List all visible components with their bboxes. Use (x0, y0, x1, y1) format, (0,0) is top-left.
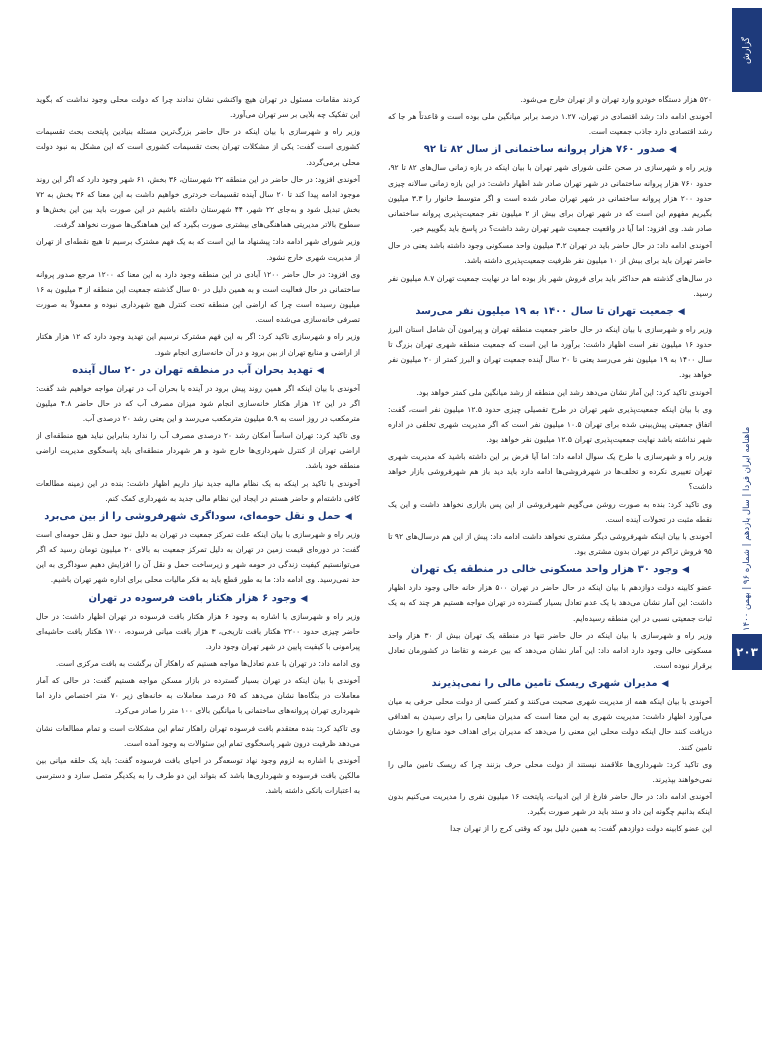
heading-arrow-icon: ◀ (677, 306, 685, 317)
paragraph: وی تاکید کرد: بنده به صورت روشن می‌گویم شهرفروشی از این پس بازاری نخواهد داشت و این یک نقطه مثبت در تحولات آینده است. (388, 499, 712, 524)
paragraph: آخوندی با اشاره به لزوم وجود نهاد توسعه‌گر در احیای بافت فرسوده گفت: باید یک حلقه میانی بین مالکین بافت فرسوده و شهرداری‌ها باشد که بتواند این دو طرف را به یکدیگر متصل سازد و دسترسی به اعتبارات بانکی داشته باشد. (36, 755, 360, 796)
paragraph: این عضو کابینه دولت دوازدهم گفت: به همین دلیل بود که وقتی کرج را از تهران جدا (450, 824, 712, 834)
paragraph: آخوندی افزود: در حال حاضر در این منطقه ۲۲ شهرستان، ۳۶ بخش، ۶۱ شهر وجود دارد که اگر این روند موجود ادامه پیدا کند تا ۲۰ سال آینده تقسیمات خردتری خواهیم داشت به این معنا که ۳۶ بخش به ۷۲ بخش تبدیل شود و به‌جای ۲۲ شهر، ۴۴ شهرستان داشته باشیم در این صورت باید بین این بخش‌ها و سطوح بالاتر مدیریتی هماهنگی‌های بیشتری صورت بگیرد که این هماهنگی‌ها صورت نخواهد گرفت. (36, 174, 360, 230)
paragraph: آخوندی ادامه داد: رشد اقتصادی در تهران، ۱.۲۷ درصد برابر میانگین ملی بوده است و قاعدتاً هر جا که رشد اقتصادی دارد جاذب جمعیت است. (388, 112, 712, 137)
section-heading-text: تهدید بحران آب در منطقه تهران در ۲۰ سال آینده (72, 364, 313, 376)
section-heading-text: حمل و نقل حومه‌ای، سوداگری شهرفروشی را از بین می‌برد (44, 510, 341, 522)
paragraph: آخوندی با بیان اینکه در تهران بسیار گسترده در بازار مسکن مواجه هستیم گفت: در حالی که آمار معاملات در بنگاه‌ها نشان می‌دهد که ۶۵ درصد معاملات به خانه‌های زیر ۷۰ متر اختصاص دارد اما شهرداری تهران پروانه‌های ساختمانی با میانگین بالای ۱۰۰ متر را صادر می‌کرد. (36, 676, 360, 716)
section-heading-text: صدور ۷۶۰ هزار پروانه ساختمانی از سال ۸۲ تا ۹۲ (423, 144, 666, 156)
heading-arrow-icon: ◀ (344, 511, 352, 522)
paragraph: آخوندی با بیان اینکه همه از مدیریت شهری صحبت می‌کنند و کمتر کسی از دولت محلی حرفی به میان می‌آورد اظهار داشت: مدیریت شهری به این معنا است که مدیران منابعی را برای رسیدن به اهدافی دریافت کنند حال اینکه دولت محلی این معنی را می‌دهد که مدیران برای اهداف خود منابع را خودشان تامین کنند. (388, 697, 712, 752)
section-heading (388, 561, 712, 579)
paragraph: وزیر راه و شهرسازی با بیان اینکه در حال حاضر جمعیت منطقه تهران و پیرامون آن شامل استان البرز حدود ۱۶ میلیون نفر است اظهار داشت: برآورد ما این است که جمعیت منطقه شهری تهران بزرگ تا سال ۱۴۰۰ به ۱۹ میلیون نفر می‌رسد یعنی تا ۲۰ سال آینده جمعیت تهران و البرز کمتر از ۲۰ میلیون نفر خواهد بود. (388, 324, 712, 380)
section-heading (388, 675, 712, 693)
paragraph: وزیر راه و شهرسازی در صحن علنی شورای شهر تهران با بیان اینکه در بازه زمانی سال‌های ۸۲ تا ۹۲، حدود ۷۶۰ هزار پروانه ساختمانی در شهر تهران صادر شد اظهار داشت: در این بازه زمانی سالانه چیزی حدود ۲۰۰ هزار پروانه ساختمانی در شهر تهران صادر شده است و اگر متوسط خانوار را ۳.۳ میلیون بگیریم مفهوم این است که در شهر تهران برای بیش از ۲ میلیون نفر جمعیت‌پذیری پروانه ساختمانی صادر شد. وی افزود: اما آیا در واقعیت جمعیت شهر تهران رشد داشت؟ در پاسخ باید بگوییم خیر. (388, 163, 712, 234)
paragraph: ۵۲۰ هزار دستگاه خودرو وارد تهران و از تهران خارج می‌شود. (520, 95, 712, 104)
paragraph: وزیر راه و شهرسازی با بیان اینکه در حال حاضر تنها در منطقه یک تهران بیش از ۳۰ هزار واحد مسکونی خالی وجود دارد ادامه داد: این آمار نشان می‌دهد که بین عرضه و تقاضا در کشورمان تعادل برقرار نبوده است. (388, 630, 712, 670)
paragraph: کردند مقامات مسئول در تهران هیچ واکنشی نشان ندادند چرا که دولت محلی وجود نداشت که بگوید این تفکیک چه بلایی بر سر تهران می‌آورد. (36, 95, 360, 120)
paragraph: عضو کابینه دولت دوازدهم با بیان اینکه در حال حاضر در تهران ۵۰۰ هزار خانه خالی وجود دارد اظهار داشت: این آمار نشان می‌دهد با یک عدم تعادل بسیار گسترده در تهران مواجه هستیم هر چند که به یک ثبات جمعیتی نسبی در این منطقه رسیده‌ایم. (388, 583, 712, 623)
paragraph: وزیر راه و شهرسازی با اشاره به وجود ۶ هزار هکتار بافت فرسوده در تهران اظهار داشت: در حال حاضر چیزی حدود ۲۲۰۰ هکتار بافت تاریخی، ۳ هزار بافت میانی فرسوده، ۱۷۰۰ هکتار بافت حاشیه‌ای پیرامونی با کیفیت پایین در شهر تهران وجود دارد. (36, 611, 360, 651)
issue-info: ماهنامه ایران فردا | سال یازدهم | شماره ۹۶ | بهمن ۱۴۰۰ (742, 426, 752, 632)
paragraph: وزیر راه و شهرسازی با بیان اینکه در حال حاضر بزرگ‌ترین مسئله بنیادین پایتخت بحث تقسیمات کشوری است گفت: یکی از مشکلات تهران بحث تقسیمات کشوری است که این مشکل به نبود دولت محلی برمی‌گردد. (36, 127, 360, 167)
section-tab (732, 8, 762, 92)
section-heading (36, 590, 360, 608)
paragraph: وی با بیان اینکه جمعیت‌پذیری شهر تهران در طرح تفصیلی چیزی حدود ۱۲.۵ میلیون نفر است، گفت: اتفاق جمعیتی پیش‌بینی شده برای تهران ۱۰.۵ میلیون نفر است که اگر مدیریت شهری تخلفی در اداره شهر نداشته باشد نهایت جمعیت‌پذیری تهران ۱۲.۵ میلیون نفر خواهد بود. (388, 404, 712, 444)
heading-arrow-icon: ◀ (669, 145, 677, 156)
heading-arrow-icon: ◀ (316, 365, 324, 376)
paragraph: وی تاکید کرد: تهران اساساً امکان رشد ۲۰ درصدی مصرف آب را ندارد بنابراین نباید هیچ منطقه‌ای از اراضی تهران از کنترل شهرداری‌ها خارج شود و هر شهردار منطقه‌ای باید پاسخگوی مدیریت اراضی منطقه خود باشد. (36, 431, 360, 471)
section-heading-text: جمعیت تهران تا سال ۱۴۰۰ به ۱۹ میلیون نفر می‌رسد (415, 305, 674, 317)
sidebar (732, 0, 762, 1045)
paragraph: آخوندی با بیان اینکه شهرفروشی دیگر مشتری نخواهد داشت ادامه داد: پیش از این هم درسال‌های ۹۲ تا ۹۵ فروش تراکم در تهران بدون مشتری بود. (388, 531, 712, 557)
section-heading-text: مدیران شهری ریسک تامین مالی را نمی‌پذیرند (431, 678, 658, 690)
paragraph: آخوندی ادامه داد: در حال حاضر فارغ از این ادبیات، پایتخت ۱۶ میلیون نفری را مدیریت می‌کنیم بدون اینکه بدانیم چگونه این داد و ستد باید در شهر صورت بگیرد. (388, 792, 712, 817)
page-number: ۲۰۳ (732, 634, 762, 670)
article-column-left (36, 92, 360, 980)
heading-arrow-icon: ◀ (661, 679, 669, 690)
paragraph: وزیر راه و شهرسازی با بیان اینکه علت تمرکز جمعیت در تهران به دلیل نبود حمل و نقل حومه‌ای است گفت: در دوره‌ای قیمت زمین در تهران به دلیل تمرکز جمعیت به بالای ۲۰ میلیون تومان رسید که اگر می‌توانستیم کیفیت زندگی در حومه شهر و زیرساخت حمل و نقل آن را افزایش دهیم سوداگری به این حد نمی‌رسید. وی ادامه داد: ما به طور قطع باید به فکر مالیات محلی برای اداره شهر تهران باشیم. (36, 529, 360, 585)
paragraph: وی تاکید کرد: بنده معتقدم بافت فرسوده تهران راهکار تمام این مشکلات است و تمام مطالعات نشان می‌دهد ظرفیت درون شهر پاسخگوی تمام این سئوالات به وجود آمده است. (36, 723, 360, 748)
section-heading (36, 508, 360, 526)
paragraph: وزیر راه و شهرسازی تاکید کرد: اگر به این فهم مشترک نرسیم این تهدید وجود دارد که ۱۲ هزار هکتار از اراضی و منابع تهران از بین برود و در آن خانه‌سازی انجام شود. (36, 332, 360, 357)
heading-arrow-icon: ◀ (682, 565, 690, 576)
section-tab-label: گزارش (742, 36, 752, 64)
paragraph: آخوندی تاکید کرد: این آمار نشان می‌دهد رشد این منطقه از رشد میانگین ملی کمتر خواهد بود. (416, 387, 712, 397)
section-heading-text: وجود ۶ هزار هکتار بافت فرسوده در تهران (88, 592, 297, 604)
paragraph: وی افزود: در حال حاضر ۱۲۰۰ آبادی در این منطقه وجود دارد به این معنا که ۱۲۰۰ مرجع صدور پروانه ساختمانی در حال فعالیت است و به همین دلیل در ۵۰ سال گذشته جمعیت این منطقه از ۳ میلیون به ۱۶ میلیون رسیده است چرا که اراضی این منطقه تحت کنترل هیچ شهرداری نبوده و معمولاً به صورت تصرفی خانه‌سازی می‌شده است. (36, 269, 360, 325)
paragraph: وزیر راه و شهرسازی با طرح یک سوال ادامه داد: اما آیا فرض بر این داشته باشید که مدیریت شهری تهران تغییری نکرده و تخلف‌ها در شهرفروشی‌ها ادامه دارد باید دید باز هم شهرفروشی بازار خواهد داشت؟ (388, 452, 712, 492)
paragraph: وی ادامه داد: در تهران با عدم تعادل‌ها مواجه هستیم که راهکار آن برگشت به بافت مرکزی است. (55, 659, 360, 668)
section-heading (388, 303, 712, 321)
paragraph: آخوندی ادامه داد: در حال حاضر باید در تهران ۳.۲ میلیون واحد مسکونی وجود داشته باشد یعنی در حال حاضر تهران باید برای بیش از ۱۰ میلیون نفر ظرفیت جمعیت‌پذیری داشته باشد. (388, 241, 712, 266)
paragraph: وی تاکید کرد: شهرداری‌ها علاقمند نیستند از دولت محلی حرف بزنند چرا که ریسک تامین مالی را نمی‌خواهند بپذیرند. (388, 759, 712, 784)
paragraph: در سال‌های گذشته هم حداکثر باید برای فروش شهر باز بوده اما در نهایت جمعیت تهران ۸.۷ میلیون نفر رسید. (388, 273, 712, 298)
section-heading (36, 362, 360, 380)
section-heading-text: وجود ۳۰ هزار واحد مسکونی خالی در منطقه یک تهران (410, 564, 679, 576)
heading-arrow-icon: ◀ (300, 593, 308, 604)
paragraph: وزیر شورای شهر ادامه داد: پیشنهاد ما این است که به یک فهم مشترک برسیم تا هیچ نقطه‌ای از تهران از مدیریت شهری خارج نشود. (36, 237, 360, 262)
section-heading (388, 141, 712, 159)
paragraph: آخوندی با تاکید بر اینکه به یک نظام مالیه جدید نیاز داریم اظهار داشت: بنده در این زمینه مطالعات کافی داشته‌ام و حاضر هستم در ایجاد این نظام مالی جدید به شهرداری کمک کنم. (36, 478, 360, 503)
article-column-right (388, 92, 712, 980)
paragraph: آخوندی با بیان اینکه اگر همین روند پیش برود در آینده با بحران آب در تهران مواجه خواهیم شد گفت: اگر در این ۱۲ هزار هکتار خانه‌سازی انجام شود میزان مصرف آب که در حال حاضر ۴.۸ میلیون مترمکعب در روز است به ۵.۹ میلیون مترمکعب می‌رسد و این یعنی رشد ۲۰ درصدی آب. (36, 383, 360, 423)
